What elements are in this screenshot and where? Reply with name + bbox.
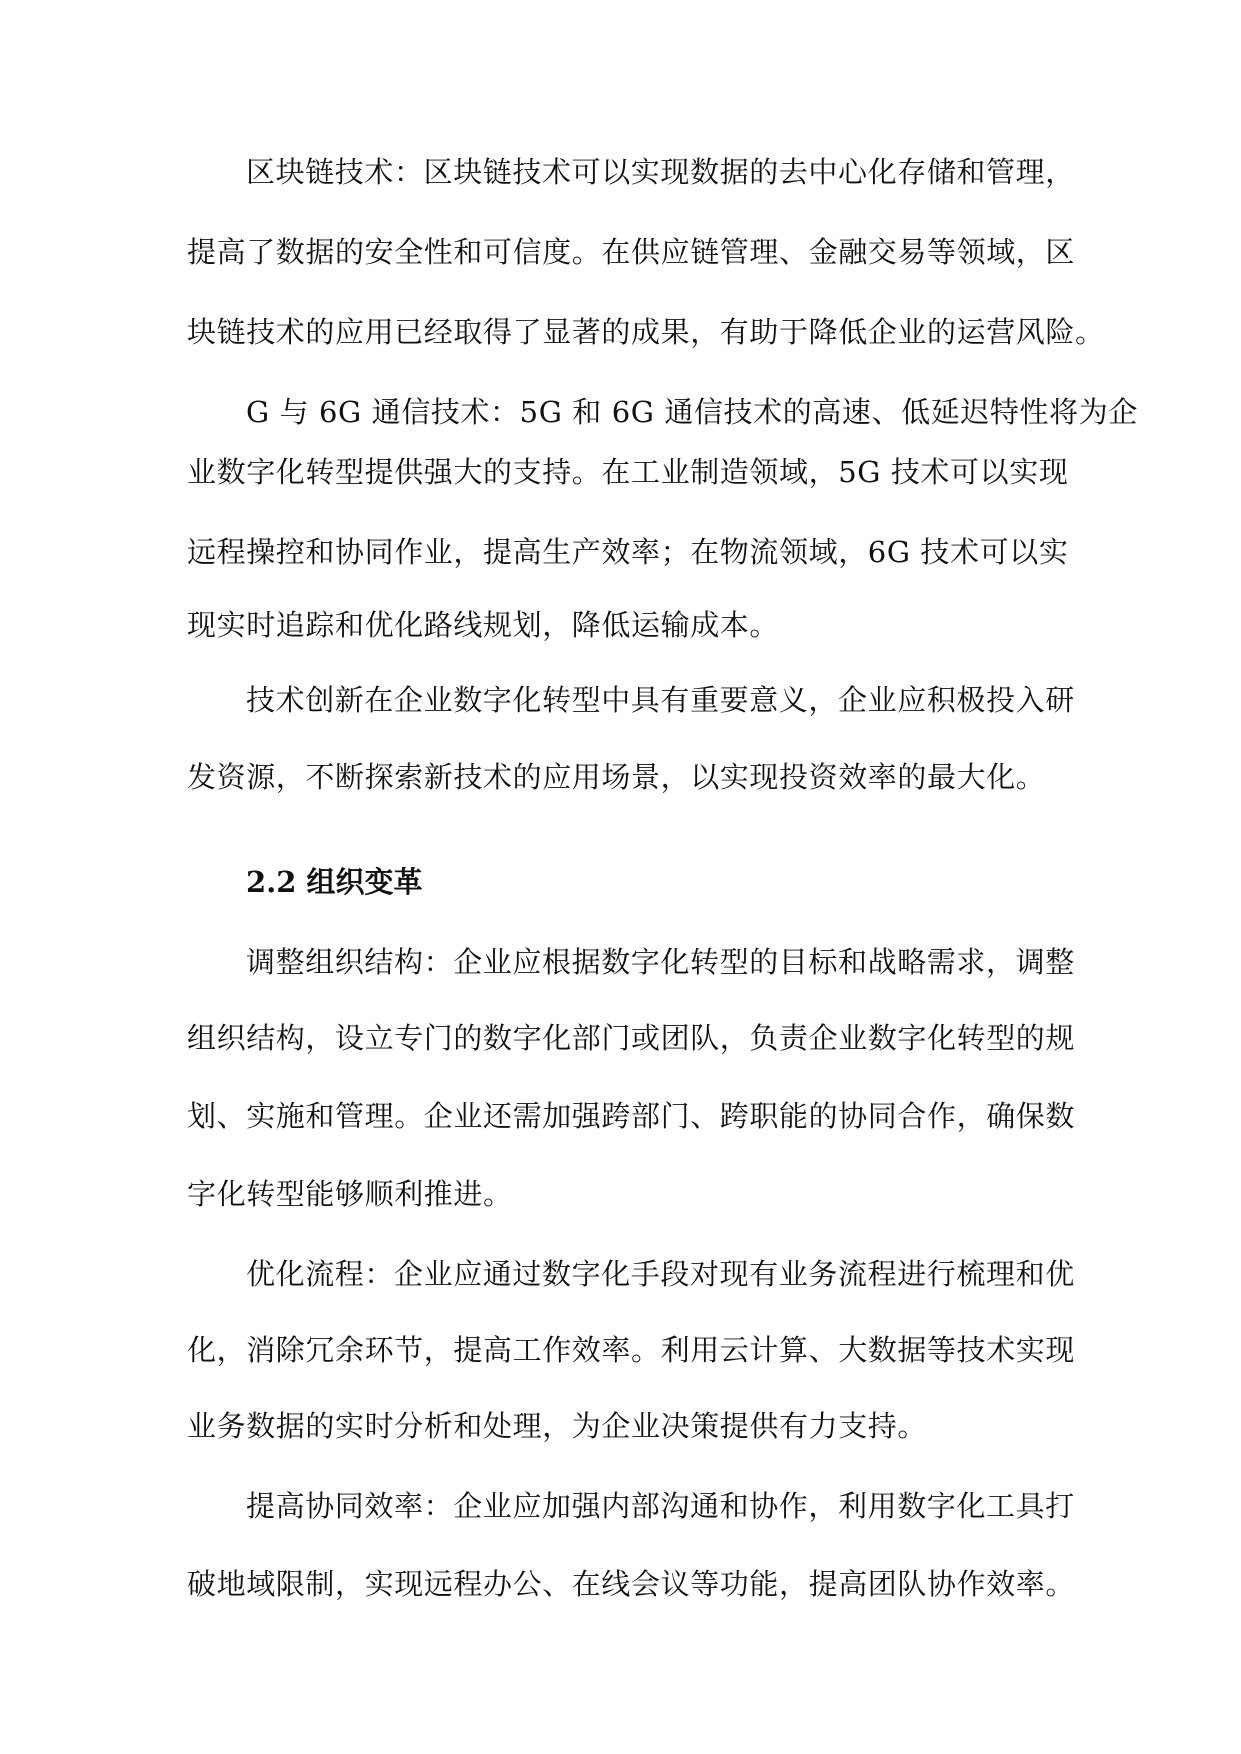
paragraph-blockchain-line-3: 块链技术的应用已经取得了显著的成果，有助于降低企业的运营风险。 — [187, 315, 1105, 349]
paragraph-process-line-1: 优化流程：企业应通过数字化手段对现有业务流程进行梳理和优 — [246, 1257, 1075, 1291]
section-heading: 2.2 组织变革 — [246, 865, 423, 899]
paragraph-telecom-line-1: G 与 6G 通信技术：5G 和 6G 通信技术的高速、低延迟特性将为企 — [246, 395, 1138, 429]
paragraph-org-structure-line-3: 划、实施和管理。企业还需加强跨部门、跨职能的协同合作，确保数 — [187, 1099, 1076, 1133]
paragraph-innovation-line-1: 技术创新在企业数字化转型中具有重要意义，企业应积极投入研 — [246, 683, 1075, 717]
paragraph-collaboration-line-1: 提高协同效率：企业应加强内部沟通和协作，利用数字化工具打 — [246, 1489, 1075, 1523]
paragraph-process-line-3: 业务数据的实时分析和处理，为企业决策提供有力支持。 — [187, 1409, 928, 1443]
paragraph-innovation-line-2: 发资源，不断探索新技术的应用场景，以实现投资效率的最大化。 — [187, 760, 1046, 794]
paragraph-collaboration-line-2: 破地域限制，实现远程办公、在线会议等功能，提高团队协作效率。 — [187, 1567, 1076, 1601]
paragraph-blockchain-line-1: 区块链技术：区块链技术可以实现数据的去中心化存储和管理， — [246, 155, 1075, 189]
paragraph-org-structure-line-1: 调整组织结构：企业应根据数字化转型的目标和战略需求，调整 — [246, 945, 1075, 979]
paragraph-telecom-line-3: 远程操控和协同作业，提高生产效率；在物流领域，6G 技术可以实 — [187, 535, 1069, 569]
paragraph-blockchain-line-2: 提高了数据的安全性和可信度。在供应链管理、金融交易等领域，区 — [187, 235, 1076, 269]
paragraph-org-structure-line-2: 组织结构，设立专门的数字化部门或团队，负责企业数字化转型的规 — [187, 1021, 1076, 1055]
paragraph-telecom-line-2: 业数字化转型提供强大的支持。在工业制造领域，5G 技术可以实现 — [187, 455, 1069, 489]
paragraph-org-structure-line-4: 字化转型能够顺利推进。 — [187, 1177, 513, 1211]
paragraph-telecom-line-4: 现实时追踪和优化路线规划，降低运输成本。 — [187, 608, 780, 642]
paragraph-process-line-2: 化，消除冗余环节，提高工作效率。利用云计算、大数据等技术实现 — [187, 1333, 1076, 1367]
